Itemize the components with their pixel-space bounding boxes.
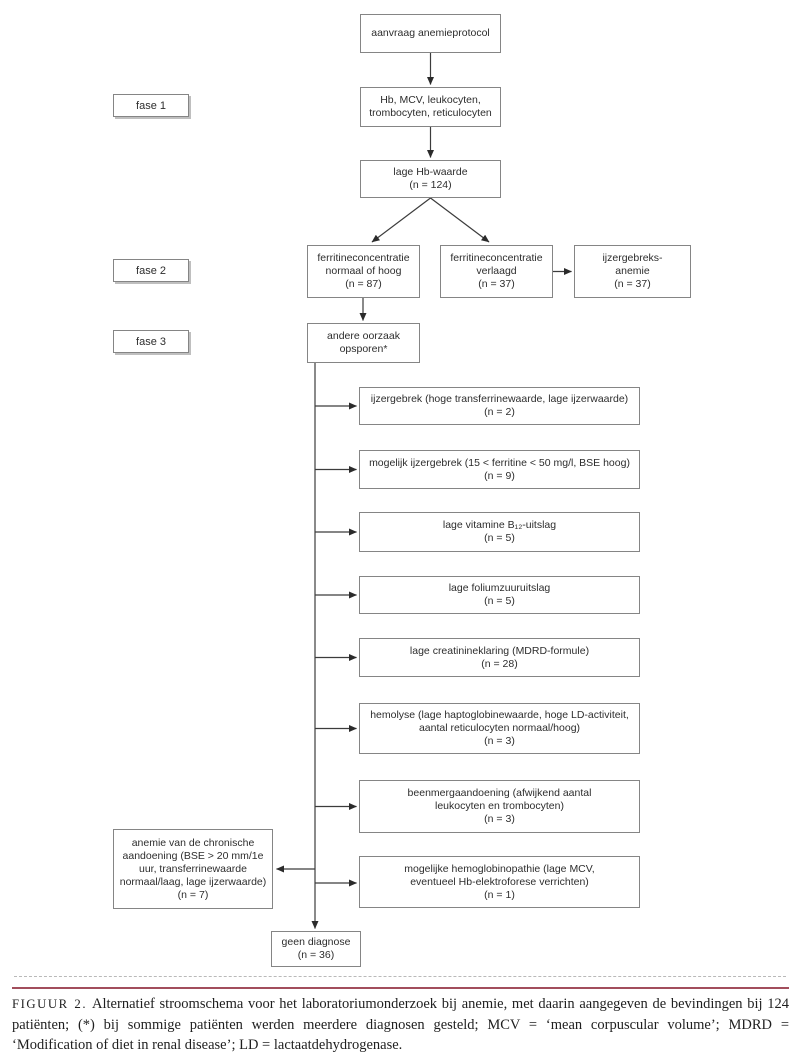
node-text: eventueel Hb-elektroforese verrichten) bbox=[410, 875, 589, 888]
dashed-divider bbox=[14, 976, 786, 977]
node-text: opsporen* bbox=[339, 343, 388, 355]
node-low-folate bbox=[359, 576, 640, 614]
node-low-hb bbox=[360, 160, 501, 198]
node-text: (n = 2) bbox=[484, 406, 515, 418]
phase-label-fase2 bbox=[113, 259, 189, 282]
node-text: aanvraag anemieprotocol bbox=[371, 27, 490, 39]
node-text: ijzergebrek (hoge transferrinewaarde, lage ijzerwaarde) bbox=[370, 393, 629, 405]
node-ferritin-normal bbox=[307, 245, 420, 298]
node-no-diagnosis bbox=[271, 931, 361, 967]
node-text: (n = 5) bbox=[484, 532, 515, 544]
node-text: ijzergebreks- bbox=[602, 252, 663, 264]
figure-caption bbox=[12, 994, 789, 1056]
node-text: verlaagd bbox=[476, 265, 517, 277]
node-possible-iron-def bbox=[359, 450, 640, 489]
phase-label-fase3 bbox=[113, 330, 189, 353]
figure-caption-label: FIGUUR 2. bbox=[12, 997, 88, 1011]
node-text: (n = 1) bbox=[484, 888, 515, 901]
node-text: trombocyten, reticulocyten bbox=[369, 107, 492, 119]
node-text: (n = 7) bbox=[177, 888, 209, 901]
node-text: uur, transferrinewaarde bbox=[139, 862, 247, 875]
node-text: (n = 9) bbox=[484, 469, 515, 482]
arrow-lowhb-to-ferritin-low bbox=[431, 198, 490, 242]
node-text: lage vitamine B₁₂-uitslag bbox=[442, 519, 557, 531]
node-text: lage creatinineklaring (MDRD-formule) bbox=[409, 644, 590, 657]
node-bone-marrow bbox=[359, 780, 640, 833]
node-text: andere oorzaak bbox=[327, 330, 400, 342]
node-tests bbox=[360, 87, 501, 127]
node-text: lage Hb-waarde bbox=[393, 166, 468, 178]
node-text: (n = 5) bbox=[484, 595, 515, 607]
phase-label-fase1 bbox=[113, 94, 189, 117]
node-text: normaal of hoog bbox=[325, 265, 402, 277]
node-text: anemie van de chronische bbox=[131, 836, 255, 849]
node-text: lage foliumzuuruitslag bbox=[448, 582, 551, 594]
arrow-lowhb-to-ferritin-normal bbox=[372, 198, 431, 242]
node-text: aantal reticulocyten normaal/hoog) bbox=[418, 722, 581, 734]
node-text: hemolyse (lage haptoglobinewaarde, hoge LD-activiteit, bbox=[370, 709, 629, 721]
node-text: ferritineconcentratie bbox=[450, 252, 543, 264]
node-low-b12 bbox=[359, 512, 640, 552]
node-text: (n = 3) bbox=[484, 813, 515, 825]
node-iron-anemia bbox=[574, 245, 691, 298]
red-divider-line bbox=[12, 987, 789, 989]
node-text: (n = 37) bbox=[478, 278, 515, 290]
node-iron-def bbox=[359, 387, 640, 425]
node-text: leukocyten en trombocyten) bbox=[435, 800, 564, 812]
node-text: (n = 3) bbox=[484, 735, 515, 747]
node-text: (n = 124) bbox=[409, 179, 452, 191]
phase-label-text: fase 1 bbox=[136, 99, 166, 112]
node-text: aandoening (BSE > 20 mm/1e bbox=[122, 849, 264, 862]
phase-label-text: fase 2 bbox=[136, 264, 166, 277]
node-text: Hb, MCV, leukocyten, bbox=[380, 94, 481, 106]
node-text: anemie bbox=[615, 265, 650, 277]
node-text: (n = 36) bbox=[297, 949, 335, 961]
node-text: (n = 28) bbox=[481, 657, 518, 670]
node-chronic-disease bbox=[113, 829, 273, 909]
node-start bbox=[360, 14, 501, 53]
node-text: geen diagnose bbox=[281, 936, 351, 948]
node-text: normaal/laag, lage ijzerwaarde) bbox=[119, 875, 267, 888]
node-text: beenmergaandoening (afwijkend aantal bbox=[407, 787, 592, 799]
node-ferritin-low bbox=[440, 245, 553, 298]
phase-label-text: fase 3 bbox=[136, 335, 166, 348]
node-text: ferritineconcentratie bbox=[317, 252, 410, 264]
node-text: (n = 87) bbox=[345, 278, 382, 290]
node-low-creatinine bbox=[359, 638, 640, 677]
node-other-cause bbox=[307, 323, 420, 363]
node-hemolysis bbox=[359, 703, 640, 754]
figure-caption-text: Alternatief stroomschema voor het laboratoriumonderzoek bij anemie, met daarin aangegeven de bevindingen bij 124 patiënten; (*) bij sommige patiënten werden meerdere diagnosen gesteld; MCV = ‘mean corpuscular volume’; MDRD = ‘Modification of diet in renal disease’; LD = lactaatdehydrogenase. bbox=[12, 996, 790, 1053]
node-text: mogelijke hemoglobinopathie (lage MCV, bbox=[404, 862, 595, 875]
node-text: mogelijk ijzergebrek (15 < ferritine < 50 mg/l, BSE hoog) bbox=[369, 456, 630, 469]
node-hemoglobinopathy bbox=[359, 856, 640, 908]
node-text: (n = 37) bbox=[614, 278, 651, 290]
